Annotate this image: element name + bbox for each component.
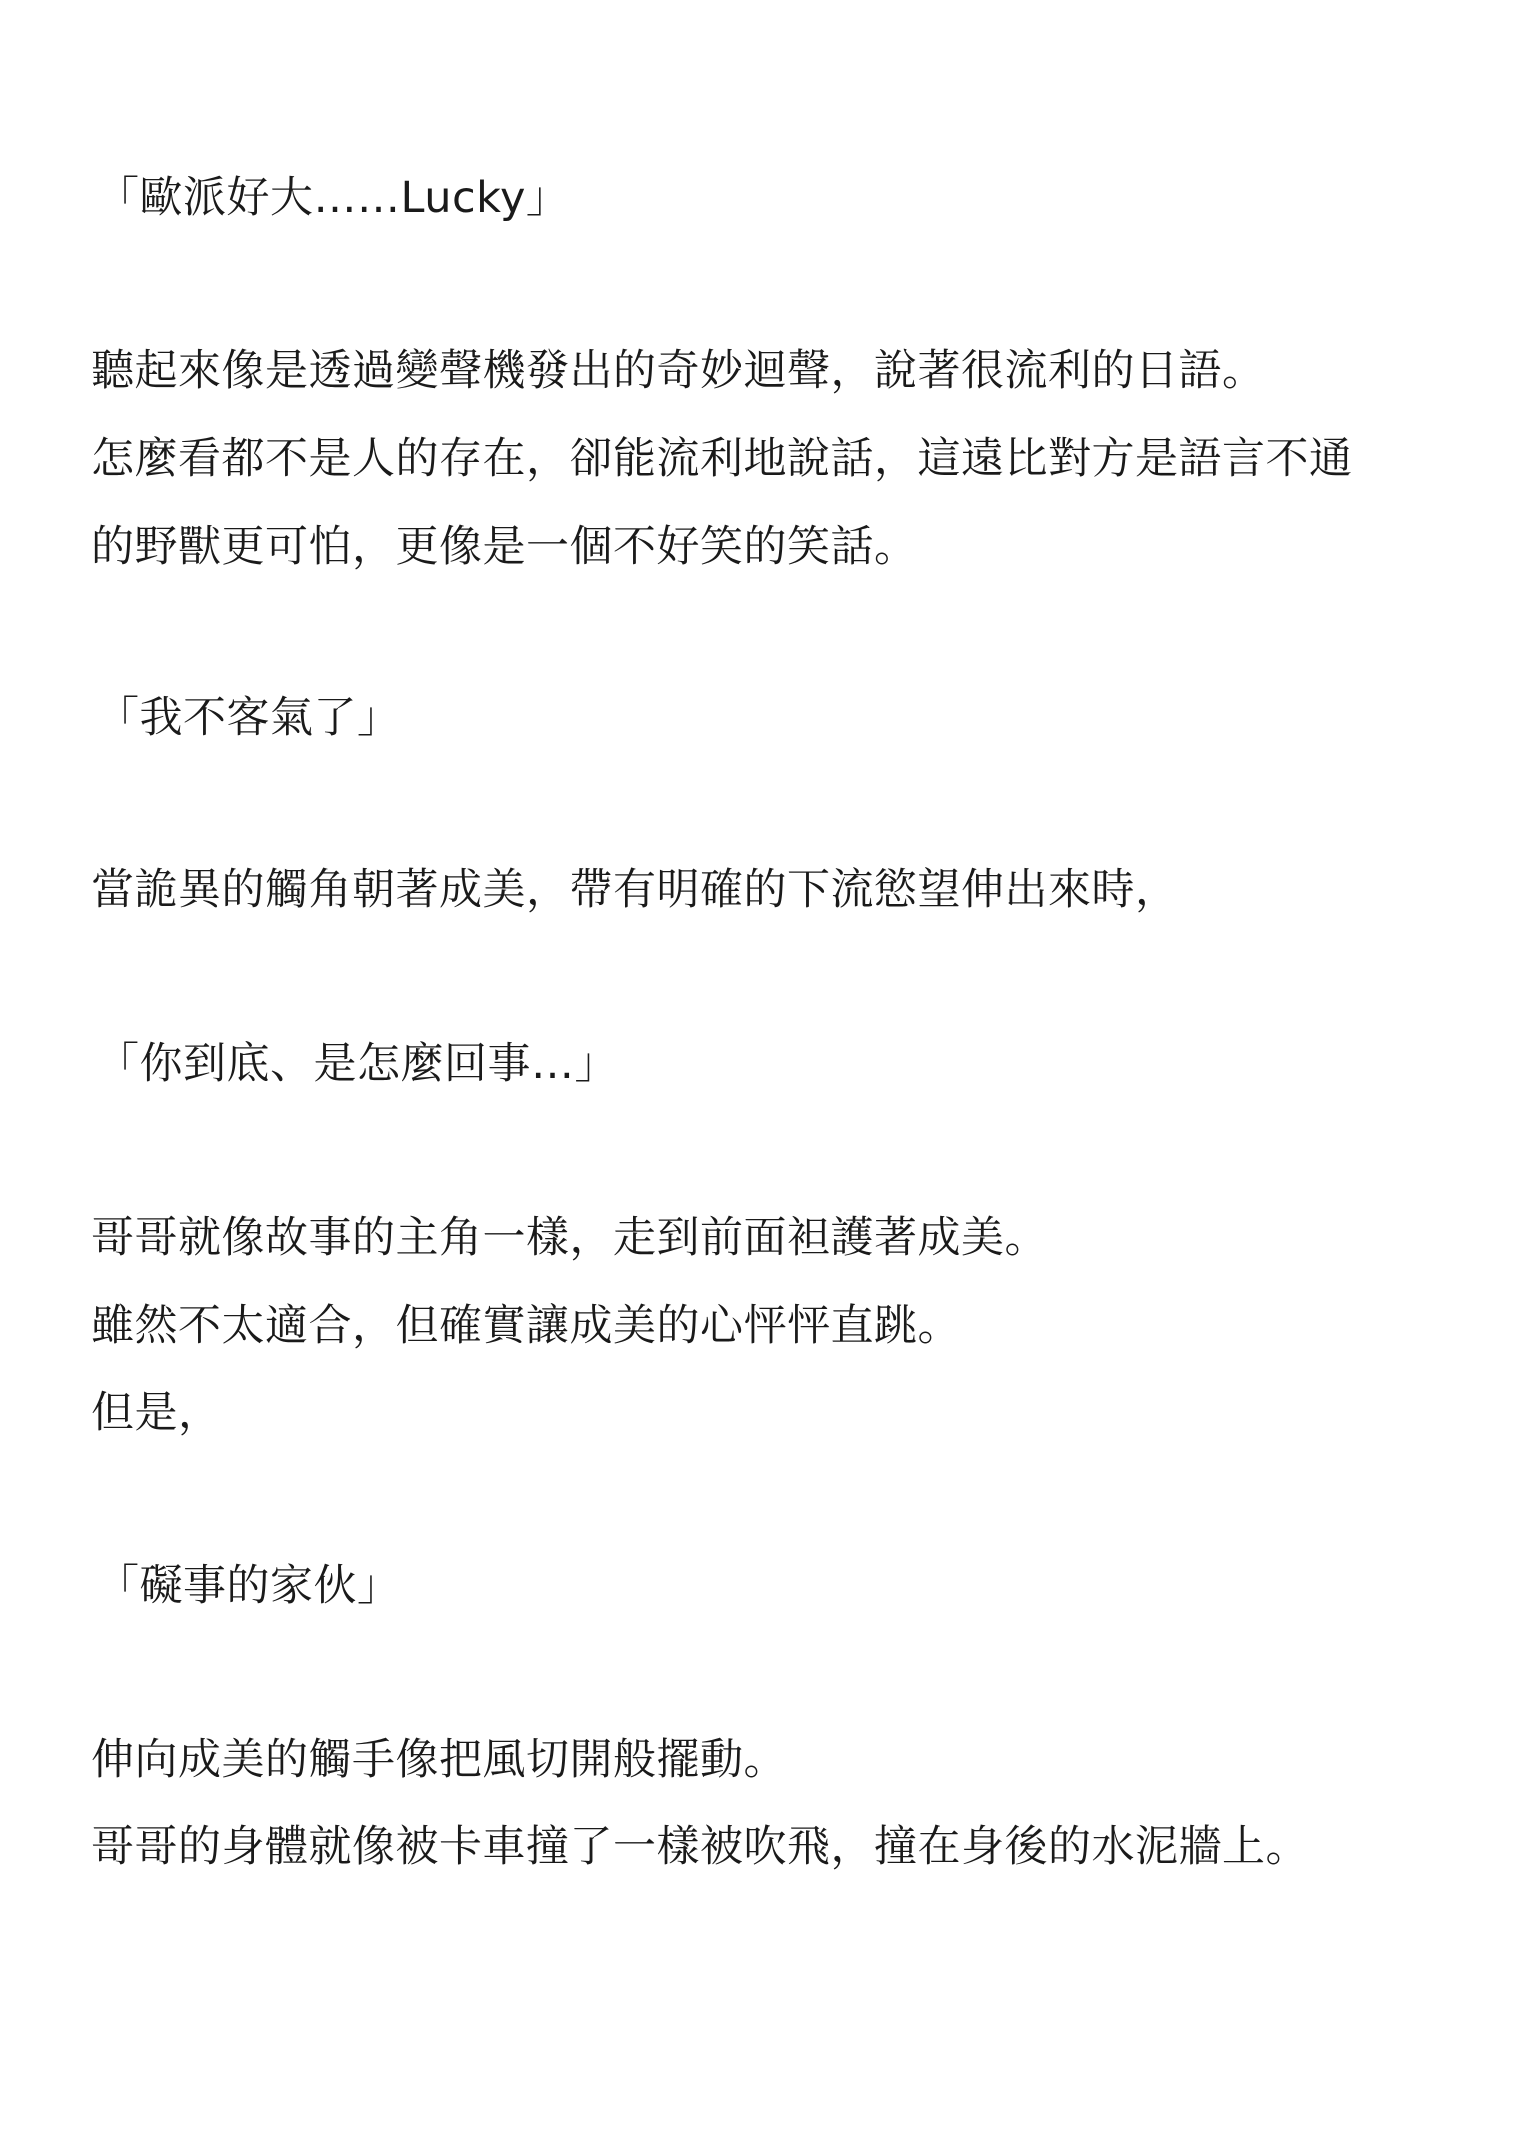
dialogue-line: 「我不客氣了」	[96, 693, 401, 743]
dialogue-line: 「礙事的家伙」	[96, 1561, 401, 1611]
narration-line: 怎麼看都不是人的存在，卻能流利地說話，這遠比對方是語言不通	[91, 434, 1353, 484]
narration-line: 聽起來像是透過變聲機發出的奇妙迴聲，說著很流利的日語。	[91, 346, 1266, 396]
narration-line: 伸向成美的觸手像把風切開般擺動。	[91, 1735, 787, 1785]
narration-line: 哥哥就像故事的主角一樣，走到前面袒護著成美。	[91, 1213, 1048, 1263]
dialogue-line: 「歐派好大……Lucky」	[96, 173, 570, 223]
narration-line: 當詭異的觸角朝著成美，帶有明確的下流慾望伸出來時，	[91, 865, 1179, 915]
narration-line: 哥哥的身體就像被卡車撞了一樣被吹飛，撞在身後的水泥牆上。	[91, 1822, 1309, 1872]
narration-line: 的野獸更可怕，更像是一個不好笑的笑話。	[91, 522, 918, 572]
narration-line: 雖然不太適合，但確實讓成美的心怦怦直跳。	[91, 1301, 961, 1351]
narration-line: 但是，	[91, 1388, 222, 1438]
dialogue-line: 「你到底、是怎麼回事…」	[96, 1039, 618, 1089]
